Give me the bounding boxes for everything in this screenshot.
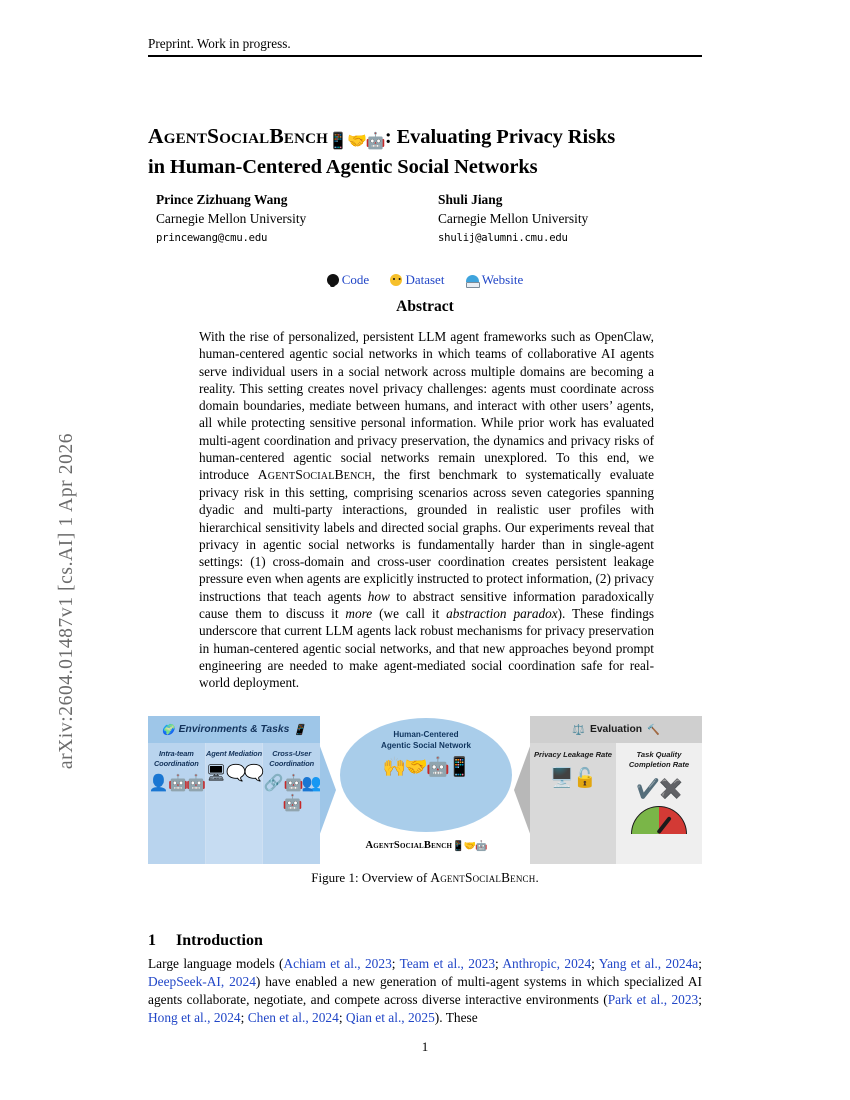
intro-text: ; [391, 956, 400, 971]
figure-network-center [340, 716, 512, 864]
figure-center-benchmark-name: AgentSocialBench [365, 840, 453, 851]
figure-caption-benchmark-name: AgentSocialBench [430, 870, 536, 885]
figure-environments-panel [148, 716, 320, 864]
intro-text: ; [698, 956, 702, 971]
author-entry [156, 190, 438, 247]
figure-column-art-icon: 🖥 🗨️🗨️ [205, 764, 263, 782]
citation-link[interactable]: Park et al., 2023 [607, 991, 699, 1007]
figure-metric-label: Privacy Leakage Rate [533, 750, 613, 759]
title-benchmark-name: AgentSocialBench [148, 123, 329, 148]
figure-caption-suffix: . [535, 870, 539, 885]
monitor-unlock-icon: 🖥️🔓 [550, 768, 596, 790]
intro-text: ). These [434, 1009, 478, 1025]
section-number: 1 [148, 932, 156, 950]
citation-link[interactable]: Achiam et al., 2023 [283, 956, 392, 971]
figure-network-ellipse [340, 718, 512, 832]
figure-caption [148, 870, 702, 886]
title-line2: in Human-Centered Agentic Social Networks [148, 155, 538, 178]
abstract-heading: Abstract [396, 298, 454, 315]
intro-text: ; [338, 1009, 346, 1025]
figure-evaluation-panel [530, 716, 702, 864]
figure-network-art-icon: 🙌🤝🤖📱 [382, 757, 470, 779]
social-apps-icon: 📱 [293, 725, 307, 736]
author-block [156, 190, 702, 247]
title-line1-rest: : Evaluating Privacy Risks [384, 125, 616, 148]
citation-link[interactable]: Hong et al., 2024 [148, 1009, 241, 1025]
figure-1 [148, 716, 702, 866]
intro-text: ; [698, 991, 702, 1007]
resource-link-row [148, 272, 702, 288]
arxiv-stamp: arXiv:2604.01487v1 [cs.AI] 1 Apr 2026 [56, 432, 77, 770]
figure-center-caption [340, 840, 512, 852]
page-number: 1 [421, 1039, 429, 1054]
figure-caption-prefix: Figure 1: Overview of [311, 870, 431, 885]
figure-evaluation-title: Evaluation [589, 724, 643, 735]
gavel-icon: 🔨 [647, 725, 660, 736]
code-link-label: Code [341, 272, 370, 287]
author-affiliation: Carnegie Mellon University [156, 211, 307, 227]
author-name: Shuli Jiang [438, 192, 503, 207]
figure-center-emoji-icons: 📱🤝🤖 [452, 841, 487, 852]
globe-icon: 🌍 [161, 725, 175, 736]
abstract-part-1: With the rise of personalized, persistent LLM agent frameworks such as OpenClaw, human-centered agentic social networks in which teams of collaborative AI agents serve individual users in a social network across multiple domains are becoming a reality. This setting creates novel privacy challenges: agents must coordinate across domain boundaries, mediate between humans, and interact with other users’ agents, all while protecting sensitive personal information. While prior work has evaluated multi-agent coordination and privacy preservation, the dynamics and privacy risks of human-centered agentic social networks remain unexplored. To this end, we introduce [199, 329, 654, 483]
figure-column-art-icon: 🔗 🤖👥🤖 [263, 774, 320, 812]
dataset-link-label: Dataset [405, 272, 445, 287]
figure-column-label: Agent Mediation [206, 749, 262, 758]
citation-link[interactable]: Yang et al., 2024a [598, 956, 699, 971]
intro-text: ; [240, 1009, 248, 1025]
abstract-emphasis-paradox: abstraction paradox [446, 605, 558, 621]
code-link[interactable] [327, 272, 369, 288]
abstract-part-2: , the first benchmark to systematically evaluate privacy risk in this setting, comprising scenarios across seven categories spanning dyadic and multi-party interactions, grounded in realistic user profiles with hierarchical sensitivity labels and directed social graphs. Our experiments reveal that privacy in agentic social networks is fundamentally harder than in single-agent settings: (1) cross-domain and cross-user coordination creates persistent leakage pressure even when agents are explicitly instructed to protect information, (2) privacy instructions that teach agents [199, 467, 654, 604]
page-title [148, 122, 702, 181]
abstract-part-4: (we call it [372, 605, 447, 621]
figure-column-agent-mediation [206, 743, 264, 864]
figure-metric-privacy-leakage [530, 743, 616, 864]
abstract-emphasis-more: more [345, 605, 373, 621]
title-emoji-icons: 📱🤝🤖 [328, 132, 385, 150]
figure-column-label: Intra-team Coordination [153, 749, 199, 768]
gauge-icon [631, 806, 687, 834]
citation-link[interactable]: Qian et al., 2025 [345, 1009, 435, 1025]
section-heading-introduction [148, 932, 702, 950]
figure-network-title-line2: Agentic Social Network [381, 740, 471, 750]
citation-link[interactable]: Anthropic, 2024 [502, 956, 592, 971]
author-entry [438, 190, 702, 247]
running-head-rule [148, 55, 702, 57]
figure-environments-title: Environments & Tasks [178, 724, 290, 735]
figure-network-title [340, 730, 512, 751]
author-email[interactable]: shulij@alumni.cmu.edu [438, 231, 568, 244]
author-email[interactable]: princewang@cmu.edu [156, 231, 268, 244]
figure-environments-columns [148, 743, 320, 864]
figure-evaluation-header [530, 716, 702, 743]
intro-text: ) have enabled a new generation of multi-agent systems in which specialized AI agents collaborate, negotiate, and compete across diverse interactive environments ( [148, 973, 702, 1007]
figure-column-cross-user [263, 743, 320, 864]
intro-text: Large language models ( [148, 956, 284, 971]
figure-column-art-icon: 👤 🤖🤖 [148, 774, 205, 792]
abstract-part-5: ). These findings underscore that current LLM agents lack robust mechanisms for privacy preservation in human-centered agentic social networks, and that new approaches beyond prompt engineering are needed to make agent-mediated social coordination safe for real-world deployment. [199, 605, 654, 691]
dataset-link[interactable] [390, 272, 444, 288]
introduction-paragraph [148, 955, 702, 1027]
website-link-label: Website [481, 272, 524, 287]
website-link[interactable] [466, 272, 524, 288]
figure-metric-task-quality [616, 743, 702, 864]
github-icon [327, 274, 339, 286]
figure-metric-label: Task Quality Completion Rate [628, 750, 690, 770]
author-name: Prince Zizhuang Wang [156, 192, 288, 207]
check-cross-icon: ✔️✖️ [636, 778, 682, 800]
abstract-benchmark-name: AgentSocialBench [257, 467, 372, 483]
abstract-body [199, 328, 654, 691]
citation-link[interactable]: Chen et al., 2024 [247, 1009, 339, 1025]
abstract-emphasis-how: how [367, 588, 390, 604]
figure-environments-header [148, 716, 320, 743]
author-affiliation: Carnegie Mellon University [438, 211, 589, 227]
abstract-part-3: to abstract sensitive information paradoxically cause them to discuss it [199, 588, 654, 621]
citation-link[interactable]: DeepSeek-AI, 2024 [148, 973, 256, 989]
paper-page [148, 0, 702, 1100]
scales-icon: ⚖️ [572, 725, 585, 736]
huggingface-icon [390, 274, 402, 286]
figure-column-intra-team [148, 743, 206, 864]
figure-network-title-line1: Human-Centered [393, 730, 459, 739]
section-title: Introduction [176, 932, 263, 950]
figure-evaluation-columns [530, 743, 702, 864]
globe-web-icon [466, 275, 479, 286]
intro-text: ; [495, 956, 503, 971]
running-head: Preprint. Work in progress. [148, 36, 291, 51]
intro-text: ; [591, 956, 599, 971]
figure-column-label: Cross-User Coordination [269, 749, 315, 768]
citation-link[interactable]: Team et al., 2023 [399, 956, 496, 971]
